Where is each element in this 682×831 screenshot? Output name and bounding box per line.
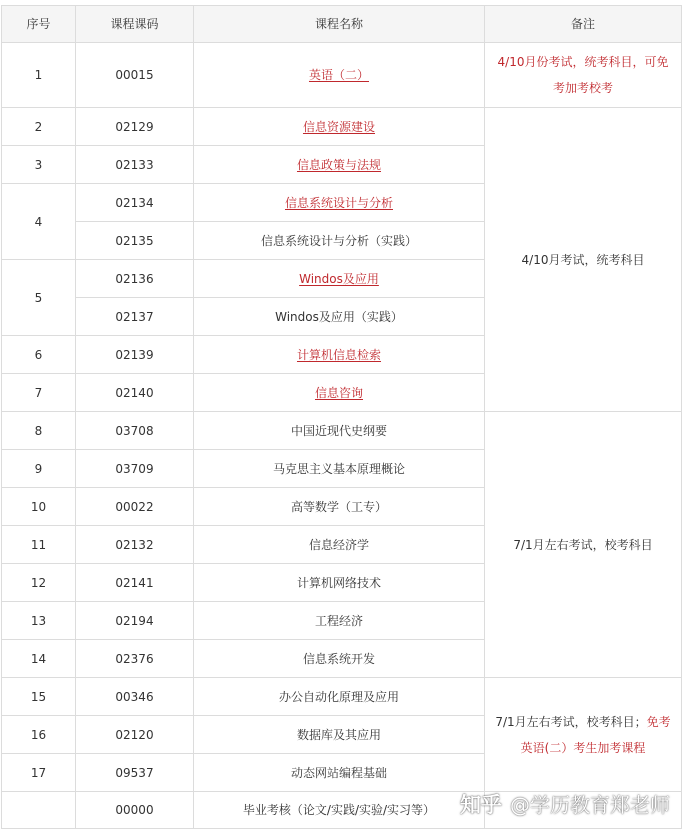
cell-no: 5 <box>2 260 76 336</box>
cell-no: 11 <box>2 526 76 564</box>
cell-name: 信息系统开发 <box>194 640 485 678</box>
cell-name: 毕业考核（论文/实践/实验/实习等） <box>194 792 485 829</box>
cell-code: 00015 <box>76 43 194 108</box>
course-table <box>1 5 682 829</box>
cell-no: 16 <box>2 716 76 754</box>
cell-no: 12 <box>2 564 76 602</box>
cell-name: 高等数学（工专） <box>194 488 485 526</box>
header-code: 课程课码 <box>76 6 194 43</box>
course-link[interactable]: 信息资源建设 <box>302 119 375 134</box>
cell-code: 02134 <box>76 184 194 222</box>
cell-name: 信息系统设计与分析（实践） <box>194 222 485 260</box>
cell-name <box>194 146 485 184</box>
cell-code: 09537 <box>76 754 194 792</box>
cell-code: 02376 <box>76 640 194 678</box>
cell-code: 00346 <box>76 678 194 716</box>
table-row <box>2 678 682 716</box>
remark-cell <box>485 678 682 792</box>
cell-code: 03708 <box>76 412 194 450</box>
cell-no: 4 <box>2 184 76 260</box>
header-no: 序号 <box>2 6 76 43</box>
cell-code: 00000 <box>76 792 194 829</box>
cell-no: 3 <box>2 146 76 184</box>
cell-no: 10 <box>2 488 76 526</box>
cell-name <box>194 43 485 108</box>
cell-no: 9 <box>2 450 76 488</box>
cell-no: 1 <box>2 43 76 108</box>
cell-name <box>194 108 485 146</box>
remark-cell: 4/10月份考试，统考科目，可免考加考校考 <box>485 43 682 108</box>
cell-name: 计算机网络技术 <box>194 564 485 602</box>
cell-no <box>2 792 76 829</box>
remark-cell: 4/10月考试，统考科目 <box>485 108 682 412</box>
cell-name: 工程经济 <box>194 602 485 640</box>
cell-code: 02136 <box>76 260 194 298</box>
cell-name <box>194 184 485 222</box>
cell-code: 02139 <box>76 336 194 374</box>
watermark-brand: 知乎 <box>460 793 502 817</box>
cell-no: 8 <box>2 412 76 450</box>
cell-code: 02141 <box>76 564 194 602</box>
cell-code: 02137 <box>76 298 194 336</box>
header-remark: 备注 <box>485 6 682 43</box>
table-row <box>2 412 682 450</box>
remark-cell: 7/1月左右考试，校考科目 <box>485 412 682 678</box>
cell-no: 15 <box>2 678 76 716</box>
table-header-row <box>2 6 682 43</box>
cell-code: 02132 <box>76 526 194 564</box>
cell-name: 马克思主义基本原理概论 <box>194 450 485 488</box>
cell-name: 动态网站编程基础 <box>194 754 485 792</box>
course-link[interactable]: 信息咨询 <box>314 385 363 400</box>
cell-name: Windos及应用（实践） <box>194 298 485 336</box>
cell-name: 中国近现代史纲要 <box>194 412 485 450</box>
remark-text: 7/1月左右考试，校考科目； <box>495 714 647 729</box>
cell-code: 02140 <box>76 374 194 412</box>
remark-highlight: 免考英语(二）考生加考课程 <box>520 714 671 755</box>
cell-code: 02135 <box>76 222 194 260</box>
course-link[interactable]: 英语（二） <box>308 68 369 82</box>
course-link[interactable]: 信息系统设计与分析 <box>284 195 393 210</box>
cell-no: 7 <box>2 374 76 412</box>
cell-name: 办公自动化原理及应用 <box>194 678 485 716</box>
cell-name: 信息经济学 <box>194 526 485 564</box>
cell-no: 17 <box>2 754 76 792</box>
cell-name <box>194 336 485 374</box>
cell-code: 00022 <box>76 488 194 526</box>
course-link[interactable]: 信息政策与法规 <box>296 157 381 172</box>
cell-no: 13 <box>2 602 76 640</box>
cell-code: 02194 <box>76 602 194 640</box>
cell-name <box>194 374 485 412</box>
header-name: 课程名称 <box>194 6 485 43</box>
course-link[interactable]: Windos及应用 <box>299 271 379 286</box>
cell-name <box>194 260 485 298</box>
cell-code: 02120 <box>76 716 194 754</box>
course-link[interactable]: 计算机信息检索 <box>296 347 381 362</box>
cell-no: 14 <box>2 640 76 678</box>
watermark <box>460 789 670 819</box>
cell-code: 03709 <box>76 450 194 488</box>
cell-name: 数据库及其应用 <box>194 716 485 754</box>
table-row <box>2 43 682 108</box>
table-row <box>2 108 682 146</box>
cell-code: 02129 <box>76 108 194 146</box>
cell-no: 2 <box>2 108 76 146</box>
cell-no: 6 <box>2 336 76 374</box>
watermark-author: @学历教育郑老师 <box>510 793 670 817</box>
cell-code: 02133 <box>76 146 194 184</box>
